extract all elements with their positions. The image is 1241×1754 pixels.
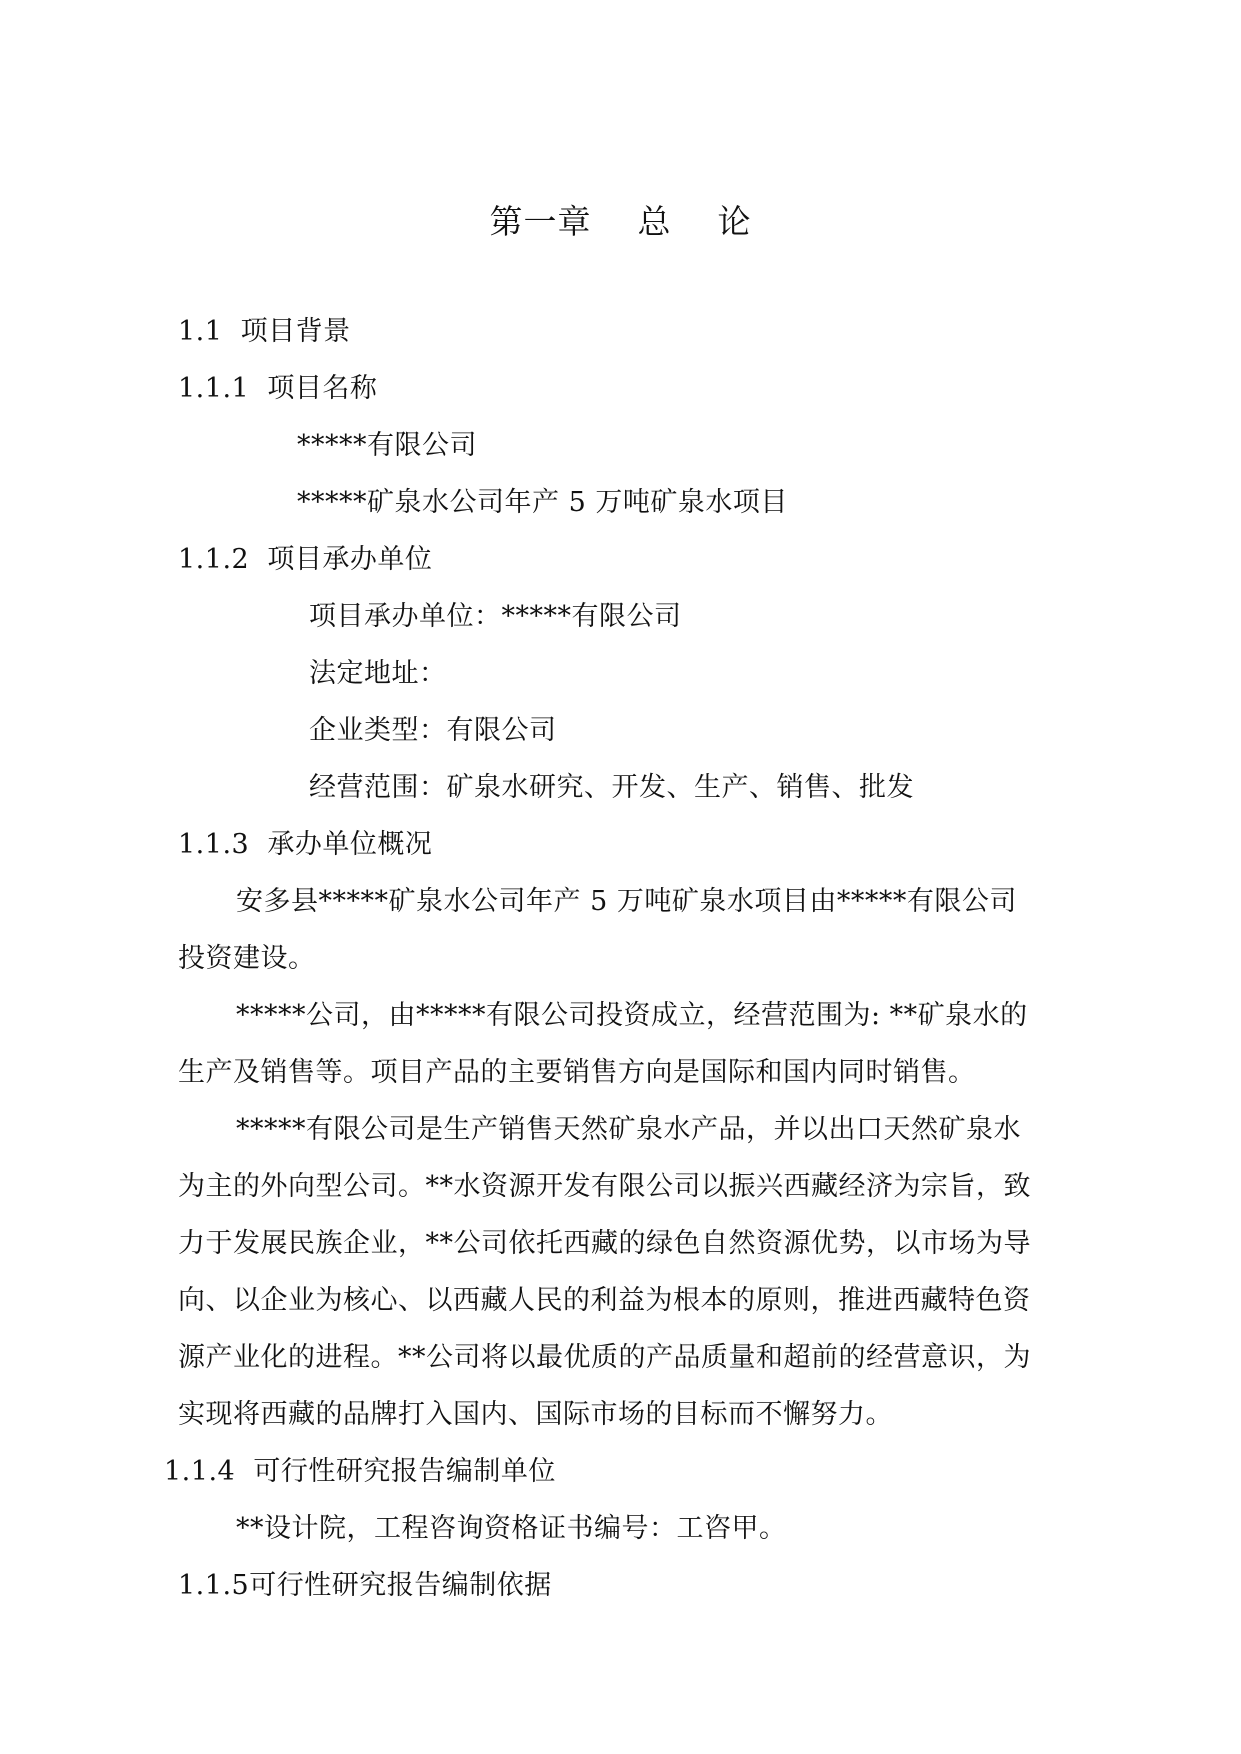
section-heading-1-1-2: 1.1.2 项目承办单位: [178, 544, 433, 575]
section-heading-1-1-1: 1.1.1 项目名称: [178, 373, 378, 404]
design-institute-line: **设计院，工程咨询资格证书编号：工咨甲。: [236, 1513, 787, 1544]
project-company-line: *****有限公司: [297, 430, 477, 461]
section-heading-1-1-3: 1.1.3 承办单位概况: [178, 829, 433, 860]
paragraph-line: 源产业化的进程。**公司将以最优质的产品质量和超前的经营意识，为: [178, 1342, 1031, 1373]
section-heading-1-1-4: 1.1.4 可行性研究报告编制单位: [164, 1456, 556, 1487]
section-heading-1-1-5: 1.1.5可行性研究报告编制依据: [178, 1570, 552, 1601]
business-scope-line: 经营范围：矿泉水研究、开发、生产、销售、批发: [309, 772, 914, 803]
paragraph-line: 实现将西藏的品牌打入国内、国际市场的目标而不懈努力。: [178, 1399, 893, 1430]
chapter-title: 第一章 总 论: [489, 202, 752, 241]
paragraph-line: 力于发展民族企业，**公司依托西藏的绿色自然资源优势，以市场为导: [178, 1228, 1031, 1259]
paragraph-line: 向、以企业为核心、以西藏人民的利益为根本的原则，推进西藏特色资: [178, 1285, 1031, 1316]
project-name-line: *****矿泉水公司年产 5 万吨矿泉水项目: [297, 487, 788, 518]
paragraph-line: 安多县*****矿泉水公司年产 5 万吨矿泉水项目由*****有限公司: [236, 886, 1017, 917]
undertaking-unit-line: 项目承办单位：*****有限公司: [309, 601, 682, 632]
paragraph-line: *****公司，由*****有限公司投资成立，经营范围为: **矿泉水的: [236, 1000, 1028, 1031]
section-heading-1-1: 1.1 项目背景: [178, 316, 351, 347]
paragraph-line: 生产及销售等。项目产品的主要销售方向是国际和国内同时销售。: [178, 1057, 976, 1088]
paragraph-line: 为主的外向型公司。**水资源开发有限公司以振兴西藏经济为宗旨，致: [178, 1171, 1031, 1202]
paragraph-line: *****有限公司是生产销售天然矿泉水产品，并以出口天然矿泉水: [236, 1114, 1021, 1145]
enterprise-type-line: 企业类型：有限公司: [309, 715, 557, 746]
legal-address-line: 法定地址：: [309, 658, 447, 689]
paragraph-line: 投资建设。: [178, 943, 316, 974]
